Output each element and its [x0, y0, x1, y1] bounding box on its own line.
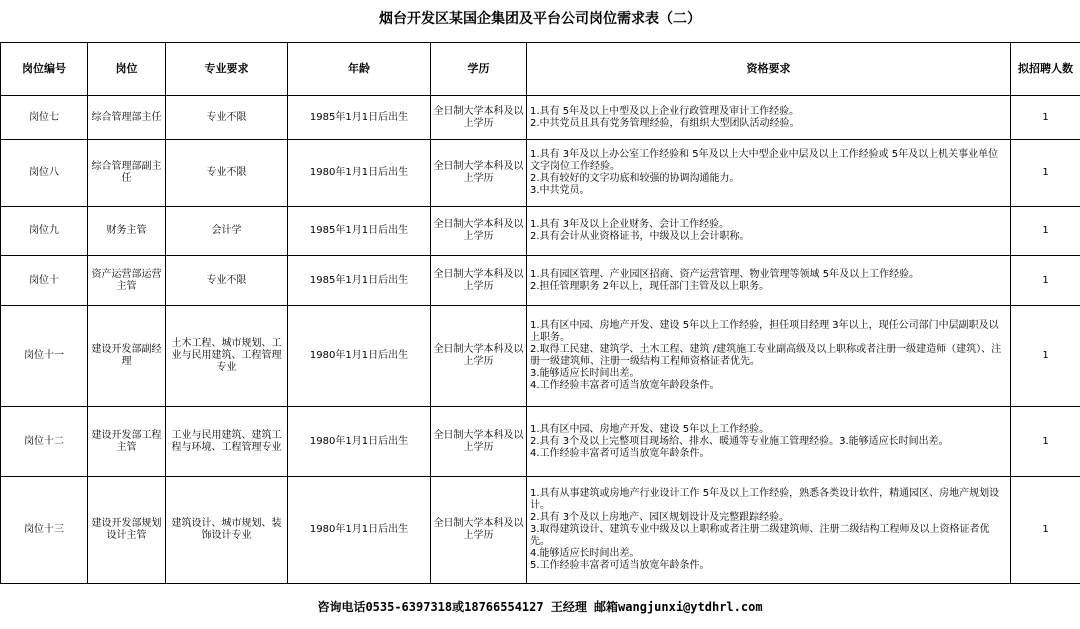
table-row: [1, 96, 1080, 140]
requirements-cell: [527, 407, 1011, 477]
table-row: [1, 256, 1080, 306]
age-cell: 1985年1月1日后出生: [288, 96, 431, 140]
major-cell: 建筑设计、城市规划、装饰设计专业: [166, 477, 288, 584]
position-id-cell: 岗位十: [1, 256, 88, 306]
position-name-cell: 资产运营部运营主管: [88, 256, 166, 306]
header-age: 年龄: [288, 43, 431, 96]
requirement-line: 2.取得工民建、建筑学、土木工程、建筑 /建筑施工专业副高级及以上职称或者注册一级建造师（建筑）、注册一级建筑师、注册一级结构工程师资格证者优先。: [530, 344, 1002, 367]
position-name-cell: 建设开发部工程主管: [88, 407, 166, 477]
position-table: [0, 42, 1080, 584]
position-id-cell: 岗位十二: [1, 407, 88, 477]
requirement-line: 3.能够适应长时间出差。: [530, 368, 640, 379]
requirement-line: 1.具有区中园、房地产开发、建设 5年以上工作经验，担任项目经理 3年以上，现任公司部门中层副职及以上职务。: [530, 320, 999, 343]
age-cell: 1980年1月1日后出生: [288, 140, 431, 207]
header-row: [1, 43, 1080, 96]
education-cell: 全日制大学本科及以上学历: [431, 140, 527, 207]
table-row: [1, 407, 1080, 477]
education-cell: 全日制大学本科及以上学历: [431, 96, 527, 140]
table-row: [1, 140, 1080, 207]
requirement-line: 2.具有 3个及以上房地产、园区规划设计及完整跟踪经验。: [530, 512, 790, 523]
requirements-cell: [527, 306, 1011, 407]
position-name-cell: 综合管理部副主任: [88, 140, 166, 207]
position-name-cell: 综合管理部主任: [88, 96, 166, 140]
age-cell: 1985年1月1日后出生: [288, 256, 431, 306]
requirement-line: 3.中共党员。: [530, 185, 590, 196]
count-cell: 1: [1011, 407, 1080, 477]
table-row: [1, 207, 1080, 256]
requirement-line: 1.具有 5年及以上中型及以上企业行政管理及审计工作经验。: [530, 105, 800, 117]
count-cell: 1: [1011, 96, 1080, 140]
requirements-cell: [527, 96, 1011, 140]
position-name-cell: 建设开发部规划设计主管: [88, 477, 166, 584]
education-cell: 全日制大学本科及以上学历: [431, 306, 527, 407]
major-cell: 土木工程、城市规划、工业与民用建筑、工程管理专业: [166, 306, 288, 407]
header-position: 岗位: [88, 43, 166, 96]
major-cell: 专业不限: [166, 140, 288, 207]
age-cell: 1980年1月1日后出生: [288, 477, 431, 584]
count-cell: 1: [1011, 207, 1080, 256]
table-title: 烟台开发区某国企集团及平台公司岗位需求表（二）: [379, 11, 701, 27]
education-cell: 全日制大学本科及以上学历: [431, 407, 527, 477]
count-cell: 1: [1011, 256, 1080, 306]
education-cell: 全日制大学本科及以上学历: [431, 207, 527, 256]
header-id: 岗位编号: [1, 43, 88, 96]
header-major: 专业要求: [166, 43, 288, 96]
age-cell: 1985年1月1日后出生: [288, 207, 431, 256]
header-count: 拟招聘人数: [1011, 43, 1080, 96]
requirement-line: 1.具有 3年及以上企业财务、会计工作经验。: [530, 219, 730, 230]
requirement-line: 1.具有从事建筑或房地产行业设计工作 5年及以上工作经验，熟悉各类设计软件，精通园区、房地产规划设计。: [530, 488, 1000, 511]
count-cell: 1: [1011, 306, 1080, 407]
education-cell: 全日制大学本科及以上学历: [431, 477, 527, 584]
requirement-line: 4.能够适应长时间出差。: [530, 548, 640, 559]
major-cell: 专业不限: [166, 96, 288, 140]
contact-footer: 咨询电话0535-6397318或18766554127 王经理 邮箱wangjunxi@ytdhrl.com: [317, 600, 763, 614]
major-cell: 会计学: [166, 207, 288, 256]
requirement-line: 2.具有较好的文字功底和较强的协调沟通能力。: [530, 173, 740, 184]
requirement-line: 5.工作经验丰富者可适当放宽年龄条件。: [530, 560, 710, 571]
position-id-cell: 岗位八: [1, 140, 88, 207]
education-cell: 全日制大学本科及以上学历: [431, 256, 527, 306]
requirement-line: 2.中共党员且具有党务管理经验，有组织大型团队活动经验。: [530, 117, 800, 129]
requirements-cell: [527, 477, 1011, 584]
count-cell: 1: [1011, 477, 1080, 584]
position-id-cell: 岗位九: [1, 207, 88, 256]
position-id-cell: 岗位七: [1, 96, 88, 140]
position-name-cell: 建设开发部副经理: [88, 306, 166, 407]
count-cell: 1: [1011, 140, 1080, 207]
header-education: 学历: [431, 43, 527, 96]
position-id-cell: 岗位十三: [1, 477, 88, 584]
requirements-cell: [527, 140, 1011, 207]
table-row: [1, 477, 1080, 584]
requirements-cell: [527, 207, 1011, 256]
requirement-line: 1.具有区中园、房地产开发、建设 5年以上工作经验。: [530, 423, 770, 435]
requirement-line: 2.担任管理职务 2年以上，现任部门主管及以上职务。: [530, 280, 770, 292]
requirement-line: 1.具有 3年及以上办公室工作经验和 5年及以上大中型企业中层及以上工作经验或 5年及以上机关事业单位文字岗位工作经验。: [530, 149, 999, 172]
position-name-cell: 财务主管: [88, 207, 166, 256]
requirement-line: 4.工作经验丰富者可适当放宽年龄段条件。: [530, 380, 720, 391]
requirement-line: 3.取得建筑设计、建筑专业中级及以上职称或者注册二级建筑师、注册二级结构工程师及以上资格证者优先。: [530, 524, 990, 547]
major-cell: 工业与民用建筑、建筑工程与环境、工程管理专业: [166, 407, 288, 477]
major-cell: 专业不限: [166, 256, 288, 306]
header-requirements: 资格要求: [527, 43, 1011, 96]
requirement-line: 4.工作经验丰富者可适当放宽年龄条件。: [530, 447, 710, 459]
position-id-cell: 岗位十一: [1, 306, 88, 407]
requirement-line: 1.具有园区管理、产业园区招商、资产运营管理、物业管理等领域 5年及以上工作经验。: [530, 268, 920, 280]
requirements-cell: [527, 256, 1011, 306]
age-cell: 1980年1月1日后出生: [288, 407, 431, 477]
table-row: [1, 306, 1080, 407]
requirement-line: 2.具有会计从业资格证书，中级及以上会计职称。: [530, 231, 750, 242]
age-cell: 1980年1月1日后出生: [288, 306, 431, 407]
requirement-line: 2.具有 3个及以上完整项目现场给、排水、暖通等专业施工管理经验。3.能够适应长时间出差。: [530, 435, 949, 447]
